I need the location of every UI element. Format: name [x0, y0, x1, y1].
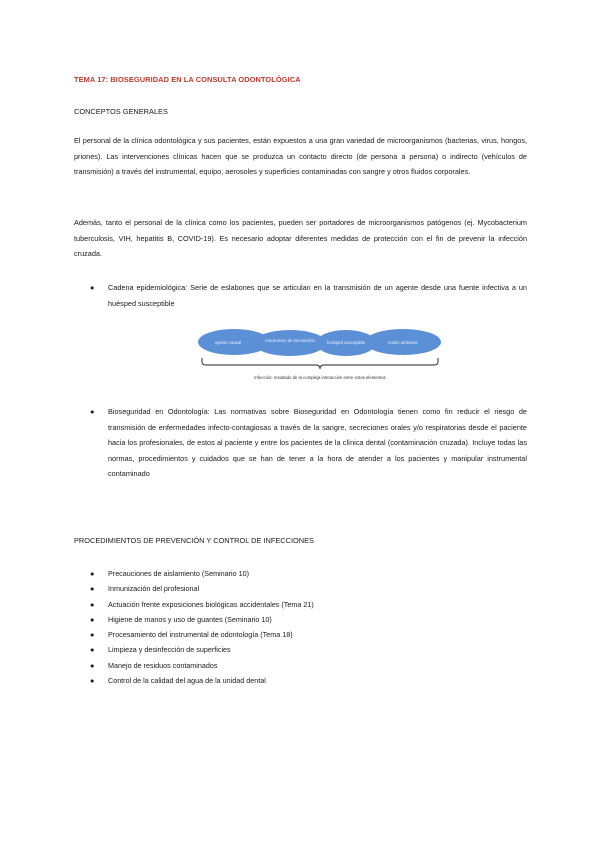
diagram-caption: Infección: resultado de la compleja interacción entre estos elementos	[254, 375, 386, 380]
bullet-dot: ●	[90, 569, 95, 578]
node-label-agente: agente causal	[214, 340, 242, 345]
bullet-dot: ●	[90, 676, 95, 686]
node-mecanismo	[254, 330, 326, 356]
bullet-dot: ●	[90, 599, 95, 609]
list-item-text: Inmunización del profesional	[108, 584, 200, 594]
node-label-huesped: huésped susceptible	[326, 340, 366, 345]
list-item-text: Procesamiento del instrumental de odontología (Tema 18)	[108, 630, 293, 640]
list-item	[90, 597, 530, 612]
list-item	[90, 612, 530, 627]
bullet-dot: ●	[90, 630, 95, 640]
list-item	[90, 566, 530, 581]
bullet-dot: ●	[90, 584, 95, 594]
list-item-text: Actuación frente exposiciones biológicas accidentales (Tema 21)	[108, 599, 314, 609]
list-item-text: Higiene de manos y uso de guantes (Seminario 10)	[108, 614, 272, 624]
list-item-text: Limpieza y desinfección de superficies	[108, 645, 231, 655]
section-heading-procedimientos: PROCEDIMIENTOS DE PREVENCIÓN Y CONTROL DE INFECCIONES	[74, 536, 314, 545]
node-label-mecanismo	[265, 338, 315, 343]
list-item	[90, 627, 530, 642]
epidemiological-chain-diagram	[198, 322, 444, 384]
procedures-list	[90, 566, 530, 688]
node-label-medio: medio ambiente	[388, 340, 418, 345]
list-item	[90, 581, 530, 596]
list-item	[90, 673, 530, 688]
list-item	[90, 658, 530, 673]
list-item-text: Manejo de residuos contaminados	[108, 660, 218, 670]
bullet-dot: ●	[90, 614, 95, 624]
bullet-text: Bioseguridad en Odontología: Las normativas sobre Bioseguridad en Odontología tienen como fin reducir el riesgo de transmisión de enfermedades infecto-contagiosas a través de la sangre, secreciones orales y/o respiratorias desde el paciente hacia los profesionales, de estos al paciente y entre los pacientes de la clínica dental (contaminación cruzada). Incluye todas las normas, procedimientos y cuidados que se han de tener a la hora de atender a los pacientes y manipular instrumental contaminado	[108, 407, 527, 479]
bullet-dot: ●	[90, 407, 95, 416]
bullet-dot: ●	[90, 660, 95, 670]
paragraph-portadores: Además, tanto el personal de la clínica como los pacientes, pueden ser portadores de microorganismos patógenos (ej. Mycobacterium tuberculosis, VIH, hepatitis B, COVID-19). Es necesario adoptar diferentes medidas de protección con el fin de prevenir la infección cruzada.	[74, 218, 527, 259]
paragraph-intro: El personal de la clínica odontológica y sus pacientes, están expuestos a una gran variedad de microorganismos (bacterias, virus, hongos, priones). Las intervenciones clínicas hacen que se produzca un contacto directo (de persona a persona) o indirecto (vehículos de transmisión) a través del instrumental, equipo, aerosoles y superficies contaminadas con sangre y otros fluidos corporales.	[74, 136, 527, 177]
list-item-text: Control de la calidad del agua de la unidad dental	[108, 676, 266, 686]
bullet-text: Cadena epidemiológica: Serie de eslabones que se articulan en la transmisión de un agente desde una fuente infectiva a un huésped susceptible	[108, 283, 527, 308]
bullet-bioseguridad-odontologia	[90, 404, 527, 482]
bullet-dot: ●	[90, 283, 95, 292]
diagram-bracket	[202, 358, 438, 369]
node-label-mecanismo-1: mecanismo de transmisión	[265, 338, 315, 343]
document-title: TEMA 17: BIOSEGURIDAD EN LA CONSULTA ODONTOLÓGICA	[74, 75, 301, 84]
list-item-text: Precauciones de aislamiento (Seminario 10)	[108, 569, 250, 578]
bullet-cadena-epidemiologica	[90, 280, 527, 311]
list-item	[90, 642, 530, 657]
bullet-dot: ●	[90, 645, 95, 655]
section-heading-conceptos: CONCEPTOS GENERALES	[74, 107, 168, 116]
